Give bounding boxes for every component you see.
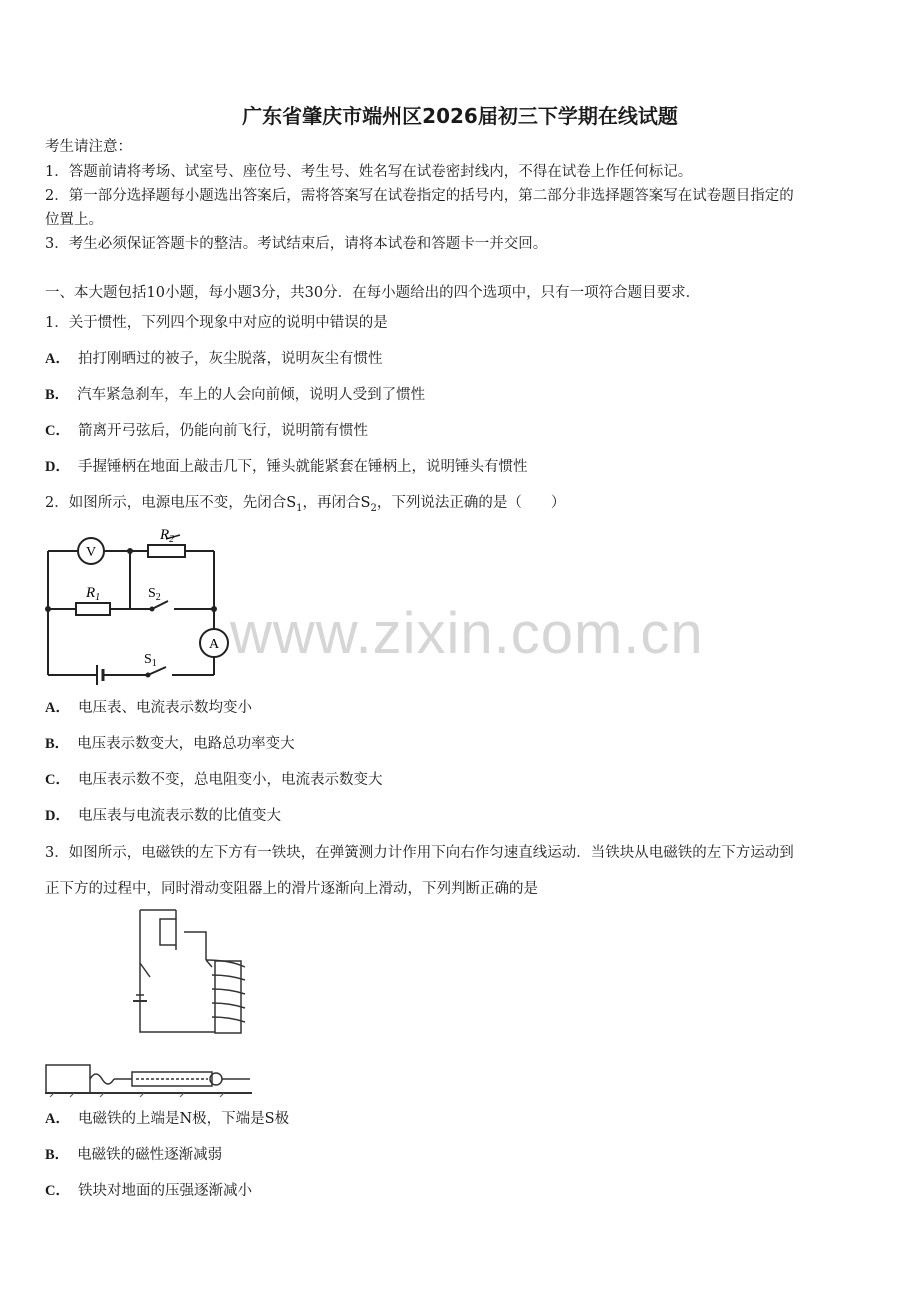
s2-label: $S_2$ — [148, 586, 161, 603]
notice-item-1: 1．答题前请将考场、试室号、座位号、考生号、姓名写在试卷密封线内，不得在试卷上作任何标记。 — [45, 164, 693, 180]
watermark: www.zixin.com.cn — [230, 601, 704, 666]
q2-option-b: B． 电压表示数变大，电路总功率变大 — [45, 736, 295, 752]
q1-option-b: B． 汽车紧急刹车，车上的人会向前倾，说明人受到了惯性 — [45, 387, 426, 403]
page-title: 广东省肇庆市端州区2026届初三下学期在线试题 — [242, 104, 678, 128]
q3-stem-line1: 3．如图所示，电磁铁的左下方有一铁块，在弹簧测力计作用下向右作匀速直线运动．当铁块从电磁铁的左下方运动到 — [45, 845, 794, 861]
q2-option-c: C． 电压表示数不变，总电阻变小，电流表示数变大 — [45, 772, 383, 788]
r2-label: $R_2$ — [160, 527, 175, 545]
q1-option-a: A． 拍打刚晒过的被子，灰尘脱落，说明灰尘有惯性 — [45, 351, 383, 367]
q2-stem: 2．如图所示，电源电压不变，先闭合$S_1$，再闭合$S_2$，下列说法正确的是（ ） — [45, 495, 566, 514]
resistor-r1-icon — [76, 603, 110, 615]
q1-option-d: D． 手握锤柄在地面上敲击几下，锤头就能紧套在锤柄上，说明锤头有惯性 — [45, 459, 528, 475]
section-heading: 一、本大题包括10小题，每小题3分，共30分．在每小题给出的四个选项中，只有一项符合题目要求． — [45, 285, 701, 301]
q2-option-d: D． 电压表与电流表示数的比值变大 — [45, 808, 281, 824]
q1-option-c: C． 箭离开弓弦后，仍能向前飞行，说明箭有惯性 — [45, 423, 368, 439]
electromagnet-icon — [215, 961, 241, 1033]
resistor-r2-icon — [148, 545, 185, 557]
q3-stem-line2: 正下方的过程中，同时滑动变阻器上的滑片逐渐向上滑动，下列判断正确的是 — [45, 881, 538, 897]
iron-block-icon — [46, 1065, 90, 1093]
notice-heading: 考生请注意： — [45, 139, 132, 155]
electromagnet-diagram — [40, 905, 260, 1100]
q1-stem: 1．关于惯性，下列四个现象中对应的说明中错误的是 — [45, 315, 388, 331]
notice-item-3: 3．考生必须保证答题卡的整洁。考试结束后，请将本试卷和答题卡一并交回。 — [45, 236, 548, 252]
r1-label: $R_1$ — [86, 585, 101, 603]
q3-option-a: A． 电磁铁的上端是N极，下端是S极 — [45, 1111, 290, 1127]
q3-option-c: C． 铁块对地面的压强逐渐减小 — [45, 1183, 252, 1199]
s1-label: $S_1$ — [144, 652, 157, 669]
battery-icon — [97, 665, 103, 685]
q2-option-a: A． 电压表、电流表示数均变小 — [45, 700, 252, 716]
notice-item-2-cont: 位置上。 — [45, 212, 103, 228]
notice-item-2: 2．第一部分选择题每小题选出答案后，需将答案写在试卷指定的括号内，第二部分非选择题答案写在试卷题目指定的 — [45, 188, 794, 204]
q3-option-b: B． 电磁铁的磁性逐渐减弱 — [45, 1147, 223, 1163]
circuit-diagram — [40, 525, 240, 685]
voltmeter-label: V — [85, 545, 97, 560]
rheostat-icon — [160, 919, 176, 945]
ammeter-label: A — [208, 637, 220, 652]
